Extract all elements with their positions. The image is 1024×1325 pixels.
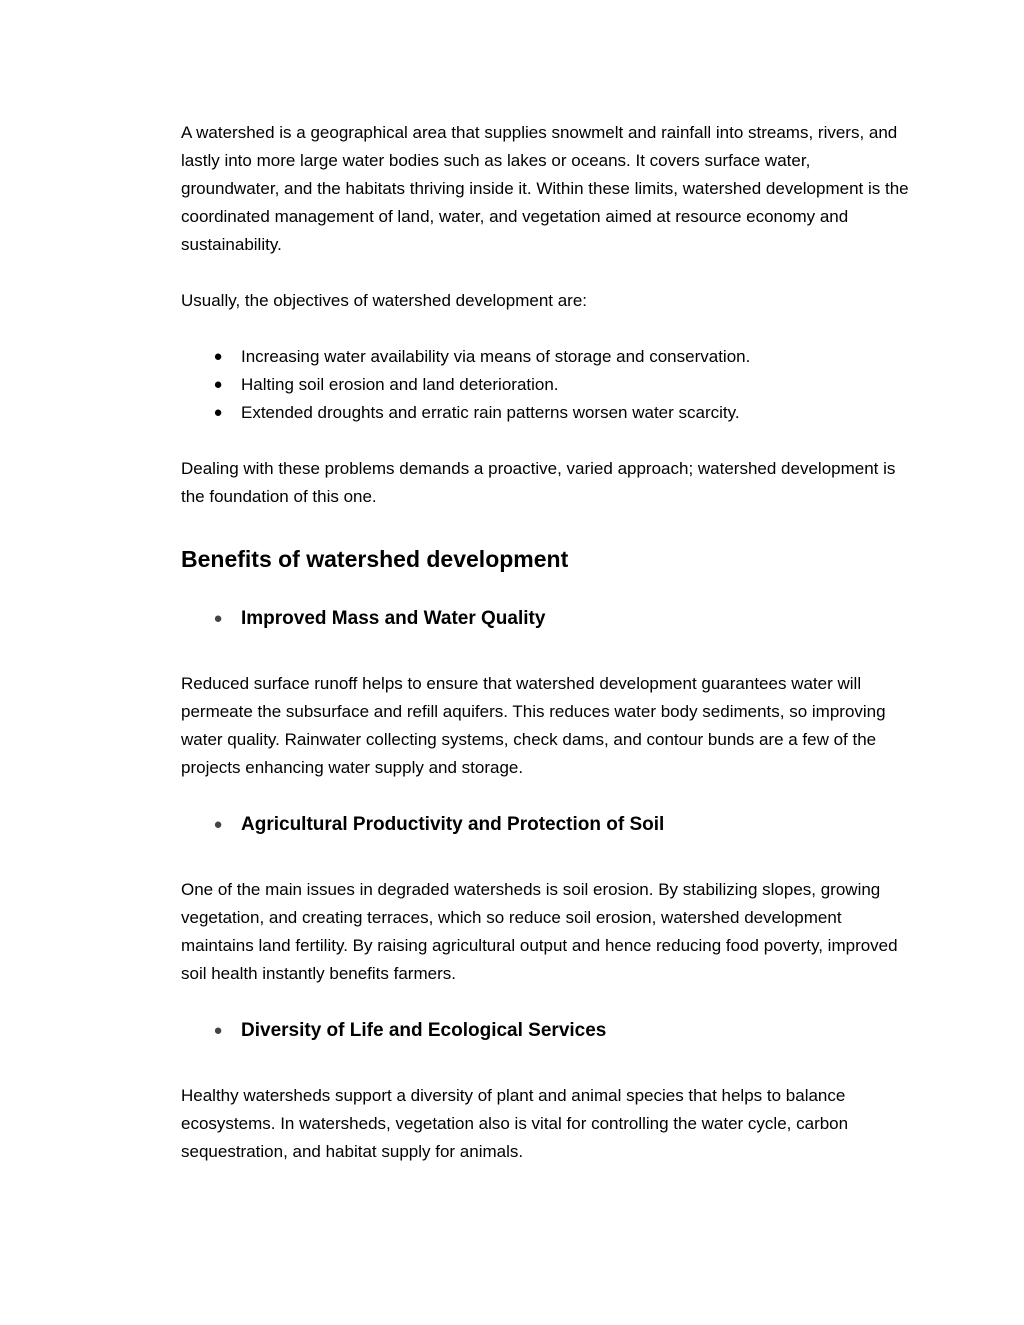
list-item-text: Halting soil erosion and land deterioration.	[241, 375, 559, 394]
list-item-text: Extended droughts and erratic rain patterns worsen water scarcity.	[241, 403, 740, 422]
subsection-title: Diversity of Life and Ecological Services	[241, 1020, 607, 1041]
bullet-icon: ●	[213, 816, 223, 833]
bullet-icon: ●	[213, 1022, 223, 1039]
document-page	[181, 119, 911, 1166]
section-heading: Benefits of watershed development	[181, 546, 569, 572]
subsection-heading	[181, 811, 911, 839]
bullet-icon: ●	[213, 404, 223, 421]
subsection-body: Healthy watersheds support a diversity of plant and animal species that helps to balance ecosystems. In watersheds, vegetation also is vital for controlling the water cycle, carbon sequestration, and habitat supply for animals.	[181, 1086, 849, 1161]
list-item	[181, 371, 911, 399]
subsection-heading	[181, 605, 911, 633]
list-item	[181, 343, 911, 371]
objectives-list	[181, 343, 911, 427]
intro-paragraph: A watershed is a geographical area that supplies snowmelt and rainfall into streams, rivers, and lastly into more large water bodies such as lakes or oceans. It covers surface water, groundwater, and the habitats thriving inside it. Within these limits, watershed development is the coordinated management of land, water, and vegetation aimed at resource economy and sustainability.	[181, 123, 909, 254]
subsection-title: Agricultural Productivity and Protection of Soil	[241, 814, 665, 835]
subsection-body: One of the main issues in degraded watersheds is soil erosion. By stabilizing slopes, growing vegetation, and creating terraces, which so reduce soil erosion, watershed development maintains land fertility. By raising agricultural output and hence reducing food poverty, improved soil health instantly benefits farmers.	[181, 880, 898, 983]
list-item-text: Increasing water availability via means of storage and conservation.	[241, 347, 751, 366]
list-item	[181, 399, 911, 427]
subsection-title: Improved Mass and Water Quality	[241, 608, 546, 629]
bullet-icon: ●	[213, 376, 223, 393]
bullet-icon: ●	[213, 348, 223, 365]
objectives-intro: Usually, the objectives of watershed development are:	[181, 291, 588, 310]
bullet-icon: ●	[213, 610, 223, 627]
subsection-body: Reduced surface runoff helps to ensure that watershed development guarantees water will permeate the subsurface and refill aquifers. This reduces water body sediments, so improving water quality. Rainwater collecting systems, check dams, and contour bunds are a few of the projects enhancing water supply and storage.	[181, 674, 886, 777]
subsection-heading	[181, 1017, 911, 1045]
closing-intro-paragraph: Dealing with these problems demands a proactive, varied approach; watershed development is the foundation of this one.	[181, 459, 896, 506]
